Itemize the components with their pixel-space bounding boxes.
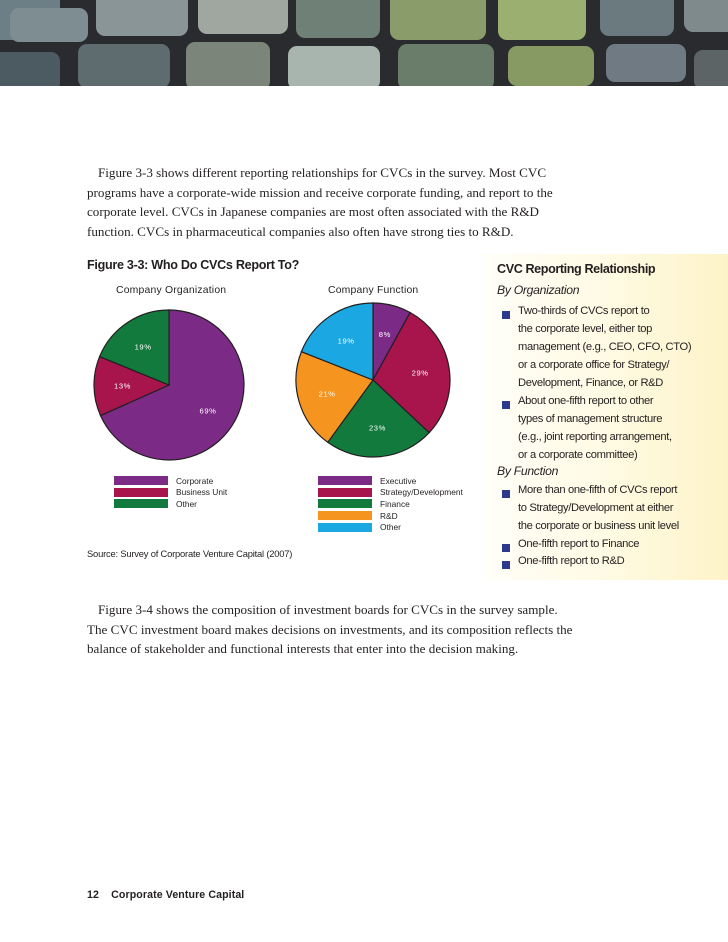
- bullet-text: the corporate or business unit level: [518, 520, 679, 532]
- intro-line: Figure 3-3 shows different reporting relationships for CVCs in the survey. Most CVC: [98, 165, 547, 180]
- pie-value-label: 13%: [114, 381, 132, 391]
- second-line: The CVC investment board makes decisions on investments, and its composition reflects the: [87, 621, 573, 637]
- second-line: Figure 3-4 shows the composition of investment boards for CVCs in the survey sample.: [98, 602, 558, 617]
- second-paragraph: [87, 600, 577, 659]
- bullet-text: or a corporate committee): [518, 449, 638, 461]
- pie-value-label: 29%: [411, 368, 429, 378]
- pie-value-label: 19%: [134, 342, 152, 352]
- bullet-icon: [502, 544, 510, 552]
- bullet-text: to Strategy/Development at either: [518, 502, 674, 514]
- pie-title-function: Company Function: [328, 285, 419, 296]
- bullet-text: About one-fifth report to other: [518, 395, 654, 407]
- legend-label: Finance: [380, 498, 410, 509]
- legend-swatch: [318, 499, 372, 508]
- intro-line: corporate level. CVCs in Japanese companies are most often associated with the R&D: [87, 204, 539, 219]
- bullet-text: Two-thirds of CVCs report to: [518, 305, 650, 317]
- legend-function: [318, 475, 463, 533]
- legend-item: [318, 475, 463, 487]
- pie-value-label: 69%: [199, 406, 217, 416]
- legend-label: Corporate: [176, 475, 214, 486]
- pie-value-label: 8%: [378, 329, 391, 339]
- legend-label: Other: [380, 522, 401, 533]
- page-footer: [87, 889, 244, 901]
- legend-label: Business Unit: [176, 487, 228, 498]
- bullet-text: One-fifth report to R&D: [518, 555, 625, 567]
- pie-title-organization: Company Organization: [116, 285, 227, 296]
- bullet-text: types of management structure: [518, 413, 663, 425]
- pie-value-label: 23%: [368, 423, 386, 433]
- pie-chart-function: [288, 298, 458, 468]
- bullet-icon: [502, 311, 510, 319]
- legend-item: [318, 521, 463, 533]
- legend-swatch: [318, 476, 372, 485]
- legend-swatch: [114, 488, 168, 497]
- figure-source: Source: Survey of Corporate Venture Capital (2007): [87, 548, 293, 559]
- legend-swatch: [114, 499, 168, 508]
- bullet-text: or a corporate office for Strategy/: [518, 359, 670, 371]
- legend-label: R&D: [380, 510, 398, 521]
- legend-swatch: [318, 511, 372, 520]
- legend-organization: [114, 475, 227, 510]
- legend-item: [114, 498, 227, 510]
- header-photo-banner: [0, 0, 728, 86]
- legend-label: Strategy/Development: [380, 487, 463, 498]
- bullet-icon: [502, 561, 510, 569]
- legend-swatch: [318, 488, 372, 497]
- by-function-heading: By Function: [497, 464, 559, 478]
- pie-value-label: 21%: [318, 389, 336, 399]
- legend-label: Other: [176, 498, 197, 509]
- legend-item: [114, 487, 227, 499]
- publication-title: Corporate Venture Capital: [111, 889, 245, 901]
- bullet-text: Development, Finance, or R&D: [518, 377, 664, 389]
- legend-swatch: [114, 476, 168, 485]
- bullet-icon: [502, 401, 510, 409]
- bullet-text: the corporate level, either top: [518, 323, 653, 335]
- sidebar-title: CVC Reporting Relationship: [497, 262, 656, 276]
- bullet-text: (e.g., joint reporting arrangement,: [518, 431, 672, 443]
- sidebar-reporting-relationship: [483, 254, 728, 580]
- by-organization-heading: By Organization: [497, 283, 580, 297]
- page-number: 12: [87, 889, 99, 901]
- legend-item: [318, 487, 463, 499]
- footer-separator: [102, 889, 108, 901]
- figure-title: Figure 3-3: Who Do CVCs Report To?: [87, 258, 300, 272]
- legend-item: [318, 498, 463, 510]
- pie-value-label: 19%: [337, 336, 355, 346]
- legend-label: Executive: [380, 475, 417, 486]
- pie-chart-organization: [84, 298, 254, 468]
- second-line: balance of stakeholder and functional interests that enter into the decision making.: [87, 641, 519, 656]
- intro-paragraph: [87, 163, 567, 241]
- bullet-icon: [502, 490, 510, 498]
- bullet-text: management (e.g., CEO, CFO, CTO): [518, 341, 692, 353]
- intro-line: function. CVCs in pharmaceutical companies also often have strong ties to R&D.: [87, 223, 514, 239]
- intro-line: programs have a corporate-wide mission and receive corporate funding, and report to the: [87, 184, 553, 200]
- legend-swatch: [318, 523, 372, 532]
- bullet-text: One-fifth report to Finance: [518, 538, 640, 550]
- legend-item: [318, 510, 463, 522]
- legend-item: [114, 475, 227, 487]
- bullet-text: More than one-fifth of CVCs report: [518, 484, 678, 496]
